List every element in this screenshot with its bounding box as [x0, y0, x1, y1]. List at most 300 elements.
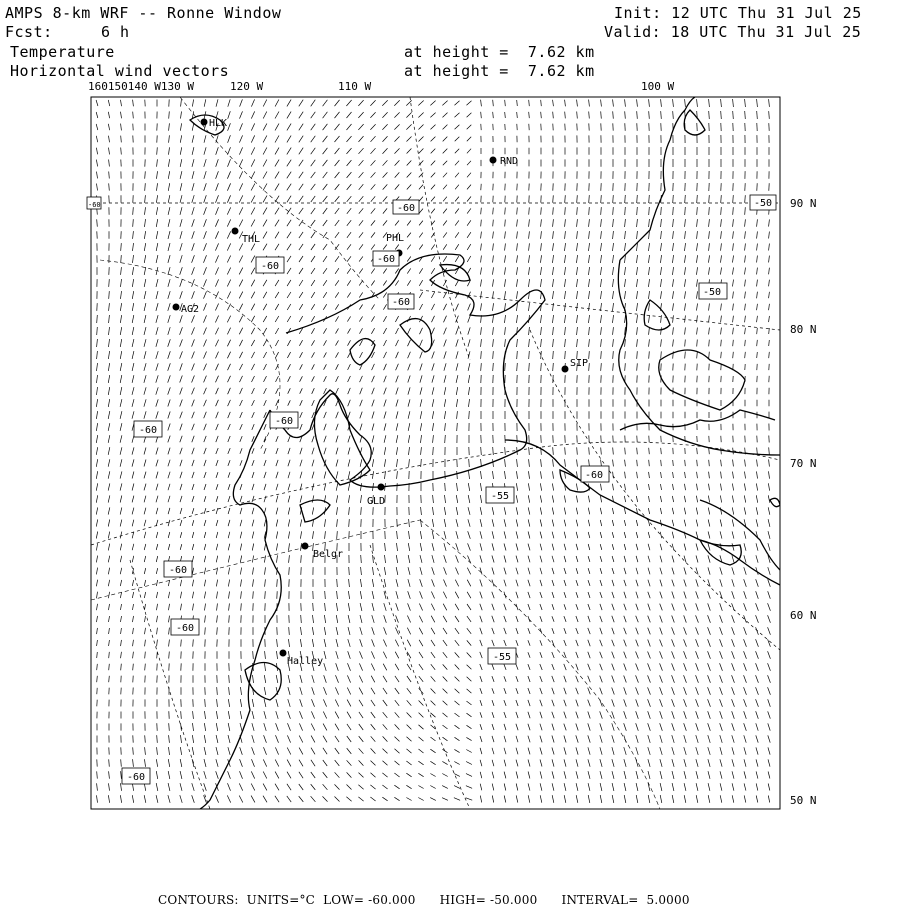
wind-vector [384, 388, 387, 395]
wind-vector [288, 687, 290, 695]
wind-vector [636, 520, 637, 526]
wind-vector [216, 388, 219, 394]
wind-vector [239, 220, 243, 227]
wind-vector [455, 125, 460, 130]
wind-vector [108, 495, 110, 502]
wind-vector [347, 268, 351, 273]
wind-vector [181, 711, 182, 719]
wind-vector [660, 592, 662, 599]
wind-vector [383, 245, 387, 250]
forecast-label: Fcst: [5, 23, 53, 41]
wind-vector [395, 221, 399, 226]
wind-vector [588, 616, 590, 622]
wind-vector [324, 448, 326, 455]
wind-vector [540, 507, 541, 514]
wind-vector [311, 340, 314, 345]
wind-vector [649, 99, 650, 107]
wind-vector [419, 209, 423, 214]
wind-vector [97, 592, 98, 599]
wind-vector [456, 519, 458, 527]
wind-vector [264, 448, 266, 454]
wind-vector [228, 544, 230, 551]
wind-vector [552, 568, 554, 574]
wind-vector [215, 255, 218, 262]
wind-vector [384, 412, 386, 419]
wind-vector [565, 327, 566, 335]
wind-vector [588, 628, 590, 634]
wind-vector [215, 304, 218, 311]
wind-vector [648, 711, 651, 718]
wind-vector [239, 159, 242, 166]
wind-vector [744, 795, 746, 802]
wind-vector [312, 507, 313, 514]
wind-vector [445, 423, 446, 431]
wind-vector [384, 447, 385, 455]
wind-vector [516, 568, 518, 575]
wind-vector [432, 363, 434, 370]
wind-vector [418, 798, 423, 801]
wind-vector [133, 604, 134, 610]
wind-vector [251, 316, 254, 322]
wind-vector [168, 351, 171, 358]
wind-vector [708, 759, 710, 767]
wind-vector [589, 327, 590, 335]
wind-vector [252, 448, 254, 454]
wind-vector [480, 628, 482, 634]
wind-vector [407, 149, 412, 154]
wind-vector [145, 195, 146, 203]
wind-vector [697, 99, 698, 107]
wind-vector [168, 460, 170, 467]
wind-vector [240, 99, 243, 106]
wind-vector [685, 195, 686, 203]
wind-vector [443, 664, 448, 669]
wind-vector [481, 244, 482, 251]
wind-vector [480, 712, 482, 718]
wind-vector [553, 267, 554, 275]
wind-vector [733, 111, 734, 119]
wind-vector [612, 508, 613, 514]
wind-vector [180, 291, 183, 299]
wind-vector [275, 208, 279, 215]
wind-vector [492, 784, 494, 791]
wind-vector [420, 375, 422, 382]
wind-vector [263, 196, 267, 203]
station-marker [201, 119, 208, 126]
wind-vector [335, 148, 340, 154]
wind-vector [252, 388, 255, 394]
wind-vector [420, 328, 423, 334]
wind-vector [576, 640, 578, 646]
wind-vector [709, 207, 710, 215]
wind-vector [239, 195, 243, 202]
wind-vector [744, 483, 745, 490]
wind-vector [480, 640, 482, 646]
wind-vector [275, 760, 279, 767]
wind-vector [168, 195, 170, 203]
wind-vector [96, 507, 97, 514]
wind-vector [372, 579, 373, 587]
wind-vector [480, 507, 482, 515]
wind-vector [323, 760, 327, 766]
wind-vector [540, 556, 542, 563]
wind-vector [552, 783, 554, 790]
wind-vector [312, 388, 315, 394]
wind-vector [133, 664, 134, 671]
wind-vector [648, 568, 650, 575]
wind-vector [288, 364, 291, 370]
wind-vector [216, 580, 217, 587]
wind-vector [697, 231, 698, 239]
wind-vector [383, 136, 388, 141]
wind-vector [624, 580, 626, 586]
wind-vector [672, 627, 675, 634]
wind-vector [349, 507, 350, 515]
wind-vector [204, 412, 207, 418]
wind-vector [359, 232, 363, 237]
wind-vector [637, 363, 638, 370]
wind-vector [442, 798, 448, 801]
wind-vector [96, 544, 97, 551]
wind-vector [192, 556, 193, 562]
wind-vector [492, 724, 494, 730]
wind-vector [649, 291, 650, 299]
wind-vector [265, 663, 266, 671]
wind-vector [589, 291, 590, 299]
lon-label: 160150140 W130 W [88, 80, 194, 93]
wind-vector [637, 99, 638, 106]
wind-vector [529, 219, 530, 226]
wind-vector [733, 328, 734, 335]
wind-vector [456, 339, 458, 346]
wind-vector [275, 328, 278, 334]
wind-vector [311, 724, 315, 731]
wind-vector [311, 232, 315, 238]
wind-vector [481, 100, 482, 107]
wind-vector [745, 255, 746, 262]
wind-vector [504, 568, 506, 575]
wind-vector [407, 737, 412, 742]
wind-vector [145, 183, 146, 191]
wind-vector [276, 436, 278, 442]
wind-vector [168, 771, 170, 779]
wind-vector [756, 711, 759, 718]
wind-vector [382, 124, 387, 129]
wind-vector [216, 412, 219, 418]
wind-vector [215, 267, 218, 274]
wind-vector [516, 772, 518, 779]
wind-vector [335, 196, 340, 202]
station-marker [232, 228, 239, 235]
wind-vector [372, 388, 375, 395]
field1-height: at height = 7.62 km [404, 43, 595, 61]
wind-vector [564, 688, 566, 695]
contour-label-box [581, 466, 609, 482]
wind-vector [576, 580, 578, 586]
wind-vector [96, 495, 97, 502]
wind-vector [504, 688, 506, 694]
wind-vector [589, 279, 590, 287]
wind-vector [382, 100, 387, 105]
contour-label-box [393, 200, 419, 214]
wind-vector [504, 604, 506, 610]
wind-vector [252, 424, 254, 430]
wind-vector [576, 795, 578, 803]
wind-vector [529, 471, 530, 479]
wind-vector [553, 315, 554, 323]
wind-vector [648, 747, 650, 755]
wind-vector [504, 736, 506, 742]
wind-vector [419, 604, 422, 611]
wind-vector [612, 664, 615, 671]
wind-vector [708, 555, 710, 562]
wind-vector [564, 747, 566, 754]
wind-vector [516, 724, 518, 730]
contour-label-box [134, 421, 162, 437]
wind-vector [299, 340, 302, 346]
wind-vector [264, 747, 267, 754]
wind-vector [769, 268, 770, 275]
wind-vector [299, 304, 303, 310]
wind-vector [625, 291, 626, 299]
wind-vector [265, 651, 266, 659]
wind-vector [540, 700, 542, 706]
wind-vector [529, 327, 530, 335]
wind-vector [720, 663, 723, 670]
wind-vector [467, 580, 471, 587]
wind-vector [228, 388, 231, 394]
wind-vector [383, 281, 386, 286]
wind-vector [361, 507, 362, 515]
contour-label-box [122, 768, 150, 784]
wind-vector [275, 796, 279, 802]
wind-vector [625, 472, 626, 479]
wind-vector [301, 555, 302, 563]
wind-vector [419, 161, 424, 166]
wind-vector [732, 651, 735, 658]
wind-vector [384, 423, 386, 430]
station-marker [302, 543, 309, 550]
wind-vector [600, 676, 603, 683]
wind-vector [228, 484, 230, 490]
wind-vector [431, 173, 435, 178]
wind-vector [516, 628, 518, 634]
wind-vector [96, 423, 97, 431]
wind-vector [457, 411, 458, 419]
wind-vector [192, 520, 194, 526]
field2-height: at height = 7.62 km [404, 62, 595, 80]
wind-vector [228, 159, 231, 166]
wind-vector [180, 219, 182, 227]
wind-vector [649, 460, 650, 466]
wind-vector [157, 183, 158, 191]
wind-vector [588, 496, 589, 503]
wind-vector [397, 471, 398, 479]
wind-vector [576, 747, 578, 754]
wind-vector [192, 735, 193, 743]
wind-vector [300, 639, 301, 647]
wind-vector [180, 412, 183, 419]
wind-vector [347, 748, 352, 754]
wind-vector [516, 700, 518, 706]
wind-vector [157, 159, 158, 166]
wind-vector [588, 640, 590, 646]
wind-vector [685, 460, 686, 466]
wind-vector [239, 364, 242, 370]
wind-vector [227, 292, 230, 299]
wind-vector [744, 711, 747, 718]
wind-vector [276, 508, 278, 515]
wind-vector [181, 735, 182, 743]
wind-vector [229, 615, 230, 622]
wind-vector [576, 532, 578, 538]
wind-vector [442, 786, 448, 789]
wind-vector [721, 267, 722, 274]
wind-vector [757, 244, 758, 251]
wind-vector [528, 507, 530, 514]
wind-vector [216, 556, 217, 563]
wind-vector [385, 555, 386, 563]
wind-vector [708, 711, 711, 719]
wind-vector [121, 243, 122, 251]
wind-vector [168, 783, 170, 791]
wind-vector [275, 160, 279, 167]
wind-vector [744, 735, 746, 742]
wind-vector [301, 615, 302, 623]
wind-vector [553, 195, 554, 202]
wind-vector [96, 435, 97, 443]
wind-vector [443, 304, 446, 310]
wind-vector [576, 664, 578, 670]
wind-vector [96, 580, 97, 587]
wind-vector [313, 531, 314, 539]
wind-vector [264, 544, 265, 551]
wind-vector [504, 700, 506, 706]
wind-vector [673, 255, 674, 263]
wind-vector [709, 448, 710, 454]
wind-vector [419, 137, 424, 142]
wind-vector [324, 651, 326, 659]
wind-vector [299, 268, 303, 274]
wind-vector [625, 231, 626, 239]
wind-vector [505, 255, 506, 262]
wind-vector [455, 220, 459, 225]
wind-vector [97, 219, 98, 226]
wind-vector [564, 783, 566, 791]
wind-vector [540, 652, 542, 658]
wind-vector [516, 784, 518, 791]
wind-vector [120, 315, 121, 323]
wind-vector [721, 255, 722, 262]
wind-vector [529, 243, 530, 250]
wind-vector [168, 484, 170, 490]
wind-vector [96, 399, 97, 407]
wind-vector [359, 172, 364, 178]
wind-vector [420, 531, 421, 539]
wind-vector [504, 640, 506, 646]
wind-vector [312, 699, 315, 706]
wind-vector [720, 699, 723, 706]
wind-vector [625, 219, 626, 227]
wind-vector [180, 388, 183, 395]
wind-vector [708, 723, 711, 731]
wind-vector [455, 244, 459, 250]
wind-vector [168, 207, 170, 215]
wind-vector [613, 255, 614, 263]
wind-vector [696, 675, 699, 682]
wind-vector [455, 737, 460, 740]
wind-vector [636, 556, 638, 562]
wind-vector [241, 675, 242, 683]
wind-vector [613, 448, 614, 455]
wind-vector [624, 664, 627, 671]
wind-vector [708, 567, 710, 574]
wind-vector [323, 220, 327, 226]
wind-vector [156, 279, 158, 287]
wind-vector [287, 172, 291, 179]
wind-vector [144, 351, 146, 359]
wind-vector [408, 364, 411, 371]
wind-vector [466, 786, 472, 789]
wind-vector [480, 555, 482, 562]
wind-vector [325, 519, 326, 527]
wind-vector [347, 148, 352, 154]
wind-vector [217, 603, 218, 610]
wind-vector [299, 736, 303, 743]
wind-vector [721, 304, 722, 311]
wind-vector [407, 161, 412, 166]
wind-vector [443, 244, 447, 249]
wind-vector [517, 291, 518, 299]
wind-vector [336, 328, 339, 333]
wind-vector [180, 520, 182, 526]
wind-vector [157, 147, 158, 154]
wind-vector [613, 231, 614, 239]
wind-vector [275, 352, 278, 358]
wind-vector [420, 340, 423, 347]
wind-vector [324, 424, 326, 430]
wind-vector [120, 483, 122, 490]
wind-vector [228, 400, 231, 406]
wind-vector [649, 472, 650, 478]
wind-vector [421, 435, 422, 443]
wind-vector [312, 460, 314, 467]
wind-vector [346, 797, 351, 802]
wind-vector [263, 352, 266, 358]
wind-vector [431, 676, 436, 681]
wind-vector [708, 663, 711, 670]
wind-vector [275, 184, 279, 191]
wind-vector [709, 231, 710, 239]
wind-vector [745, 280, 746, 287]
contour-label-box [750, 195, 776, 210]
wind-vector [348, 448, 350, 455]
wind-vector [732, 771, 734, 778]
wind-vector [397, 531, 398, 539]
wind-vector [672, 759, 674, 767]
wind-vector [406, 112, 411, 117]
wind-vector [120, 411, 122, 419]
wind-vector [396, 388, 398, 395]
wind-vector [347, 208, 351, 214]
wind-vector [564, 640, 566, 646]
wind-vector [241, 579, 242, 586]
wind-vector [253, 651, 254, 659]
wind-vector [120, 556, 121, 562]
wind-vector [661, 279, 662, 287]
wind-vector [613, 339, 614, 347]
wind-vector [311, 136, 316, 142]
